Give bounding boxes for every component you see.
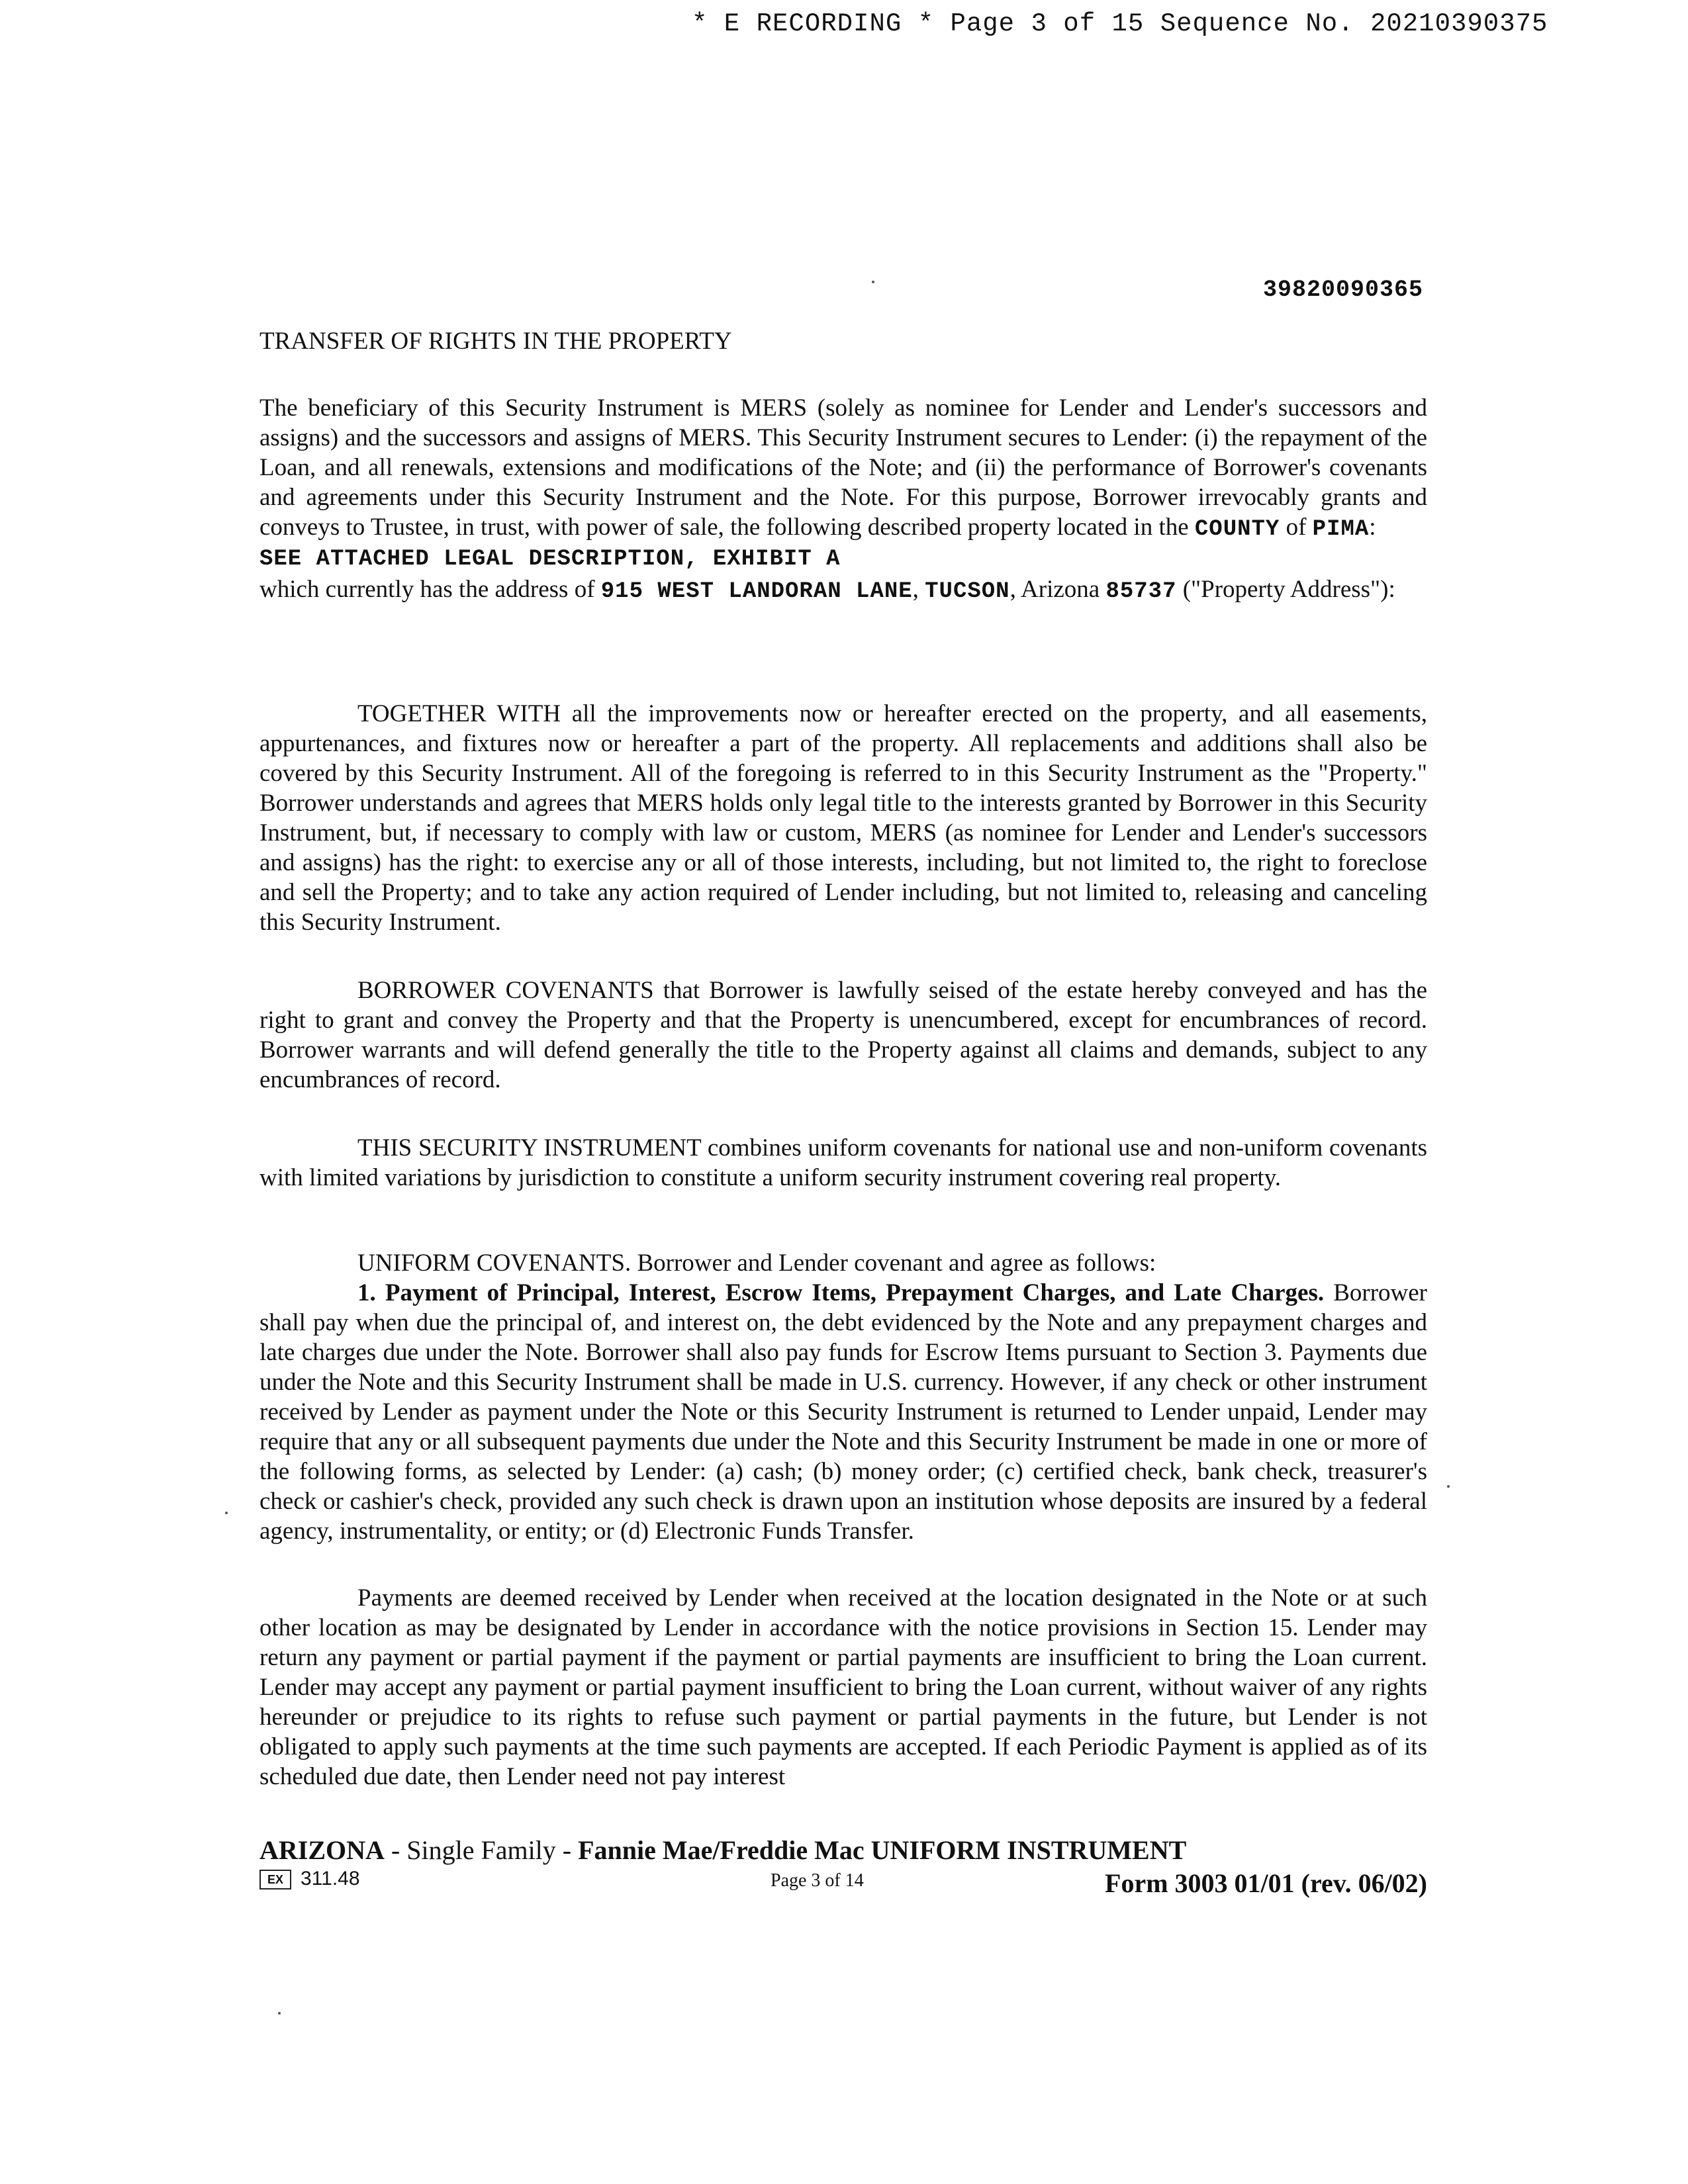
- legal-description: SEE ATTACHED LEGAL DESCRIPTION, EXHIBIT A: [259, 547, 841, 572]
- recording-header: * E RECORDING * Page 3 of 15 Sequence No. 20210390375: [692, 9, 1548, 38]
- footer-form-number: Form 3003 01/01 (rev. 06/02): [1105, 1868, 1427, 1898]
- footer-row: [259, 1868, 1427, 1901]
- uniform-covenants-paragraph: [259, 1248, 1427, 1546]
- loan-number: 39820090365: [1262, 277, 1423, 303]
- payments-paragraph: Payments are deemed received by Lender when received at the location designated in the Note or at such other location as may be designated by Lender in accordance with the notice provisions in Section 15. Lender may return any payment or partial payment if the payment or partial payments are insufficient to bring the Loan current. Lender may accept any payment or partial payment insufficient to bring the Loan current, without waiver of any rights hereunder or prejudice to its rights to refuse such payment or partial payments in the future, but Lender is not obligated to apply such payments at the time such payments are accepted. If each Periodic Payment is applied as of its scheduled due date, then Lender need not pay interest: [259, 1584, 1427, 1790]
- section-title: TRANSFER OF RIGHTS IN THE PROPERTY: [259, 328, 732, 355]
- ex-logo-icon: EX: [259, 1870, 291, 1889]
- security-instrument-paragraph: THIS SECURITY INSTRUMENT combines uniform covenants for national use and non-uniform covenants with limited variations by jurisdiction to constitute a uniform security instrument covering real property.: [259, 1134, 1427, 1191]
- covenant-1-heading: 1. Payment of Principal, Interest, Escrow Items, Prepayment Charges, and Late Charges.: [357, 1279, 1325, 1306]
- scan-speck: [278, 2012, 281, 2015]
- transfer-paragraph: The beneficiary of this Security Instrument is MERS (solely as nominee for Lender and Lender's successors and assigns) and the successors and assigns of MERS. This Security Instrument secures to Lender: (i) the repayment of the Loan, and all renewals, extensions and modifications of the Note; and (ii) the performance of Borrower's covenants and agreements under this Security Instrument and the Note. For this purpose, Borrower irrevocably grants and conveys to Trustee, in trust, with power of sale, the following described property located in the COUNTY of PIMA: SEE ATTACHED LEGAL DESCRIPTION, EXHIBIT A which currently has the address of 915 WEST LANDORAN LANE, TUCSON, Arizona 85737 ("Property Address"):: [259, 393, 1427, 607]
- footer-title: ARIZONA - Single Family - Fannie Mae/Freddie Mac UNIFORM INSTRUMENT: [259, 1835, 1187, 1865]
- together-with-paragraph: TOGETHER WITH all the improvements now or hereafter erected on the property, and all easements, appurtenances, and fixtures now or hereafter a part of the property. All replacements and additions shall also be covered by this Security Instrument. All of the foregoing is referred to in this Security Instrument as the "Property." Borrower understands and agrees that MERS holds only legal title to the interests granted by Borrower in this Security Instrument, but, if necessary to comply with law or custom, MERS (as nominee for Lender and Lender's successors and assigns) has the right: to exercise any or all of those interests, including, but not limited to, the right to foreclose and sell the Property; and to take any action required of Lender including, but not limited to, releasing and canceling this Security Instrument.: [259, 700, 1427, 936]
- covenant-1: 1. Payment of Principal, Interest, Escrow Items, Prepayment Charges, and Late Charges. Borrower shall pay when due the principal of, and interest on, the debt evidenced by the Note and any prepayment charges and late charges due under the Note. Borrower shall also pay funds for Escrow Items pursuant to Section 3. Payments due under the Note and this Security Instrument shall be made in U.S. currency. However, if any check or other instrument received by Lender as payment under the Note or this Security Instrument is returned to Lender unpaid, Lender may require that any or all subsequent payments due under the Note and this Security Instrument be made in one or more of the following forms, as selected by Lender: (a) cash; (b) money order; (c) certified check, bank check, treasurer's check or cashier's check, provided any such check is drawn upon an institution whose deposits are insured by a federal agency, instrumentality, or entity; or (d) Electronic Funds Transfer.: [259, 1279, 1427, 1545]
- uniform-covenants-intro: UNIFORM COVENANTS. Borrower and Lender covenant and agree as follows:: [357, 1250, 1156, 1277]
- scan-speck: [1447, 1485, 1450, 1488]
- footer-page-number: Page 3 of 14: [771, 1870, 864, 1891]
- scan-speck: [225, 1512, 228, 1514]
- borrower-covenants-paragraph: BORROWER COVENANTS that Borrower is lawfully seised of the estate hereby conveyed and has the right to grant and convey the Property and that the Property is unencumbered, except for encumbrances of record. Borrower warrants and will defend generally the title to the Property against all claims and demands, subject to any encumbrances of record.: [259, 977, 1427, 1093]
- scan-speck: [872, 281, 874, 283]
- property-address: which currently has the address of 915 WEST LANDORAN LANE, TUCSON, Arizona 85737 ("Property Address"):: [259, 576, 1395, 604]
- footer-form-code: EX 311.48: [259, 1868, 360, 1890]
